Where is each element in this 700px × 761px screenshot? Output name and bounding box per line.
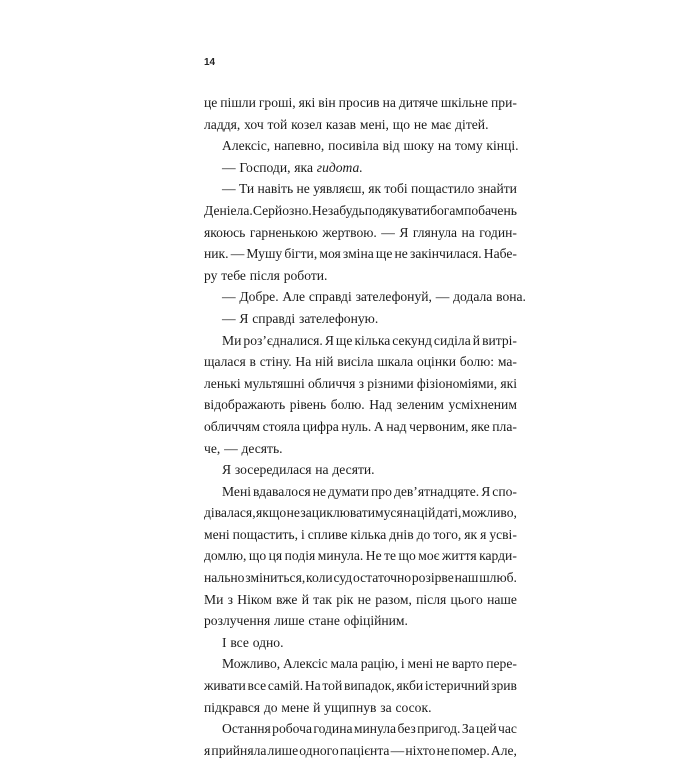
- text-line: відображають рівень болю. Над зеленим усміхненим: [204, 397, 517, 413]
- text-line: Ми роз’єдналися. Я ще кілька секунд сиділа й витрі-: [222, 332, 517, 348]
- text-line: Ми з Ніком вже й так рік не разом, після цього наше: [204, 591, 517, 607]
- text-line: мені пощастить, і спливе кілька днів до того, як я усві-: [204, 526, 517, 542]
- text-line: Можливо, Алексіс мала рацію, і мені не варто пере-: [222, 656, 517, 672]
- text-line: обличчям стояла цифра нуль. А над червоним, яке пла-: [204, 418, 517, 434]
- text-line: нально зміниться, коли суд остаточно розірве наш шлюб.: [204, 570, 517, 586]
- text-line: — Я справді зателефоную.: [222, 310, 379, 326]
- text-line: Алексіс, напевно, посивіла від шоку на тому кінці.: [222, 138, 519, 154]
- text-line: дівалася, якщо не зациклюватимуся на цій даті, можливо,: [204, 505, 517, 521]
- text-line: живати все самій. На той випадок, якби істеричний зрив: [204, 678, 517, 694]
- text-line: — Господи, яка гидота.: [204, 157, 517, 179]
- italic-word: гидота.: [316, 159, 363, 175]
- text-line: Деніела. Серйозно. Не забудь подякувати богам побачень: [204, 202, 517, 218]
- text-line: я прийняла лише одного пацієнта — ніхто не помер. Але,: [204, 742, 517, 758]
- body-text: [204, 92, 526, 761]
- text-line: якоюсь гарненькою жертвою. — Я глянула на годин-: [204, 224, 517, 240]
- text-line: щалася в стіну. На ній висіла шкала оцінки болю: ма-: [204, 354, 517, 370]
- text-line: домлю, що ця подія минула. Не те що моє життя карди-: [204, 548, 517, 564]
- page-number: 14: [204, 57, 216, 68]
- text-line: Остання робоча година минула без пригод. За цей час: [222, 721, 517, 737]
- text-line: І все одно.: [222, 634, 284, 650]
- text-line: Я зосередилася на десяти.: [222, 462, 375, 478]
- text-line: це пішли гроші, які він просив на дитяче шкільне при-: [204, 95, 517, 110]
- text-line: — Добре. Але справді зателефонуй, — додала вона.: [222, 289, 526, 305]
- text-line: ленькі мультяшні обличчя з різними фізіономіями, які: [204, 375, 517, 391]
- text-line: ладдя, хоч той козел казав мені, що не має дітей.: [204, 116, 489, 132]
- text-line: ник. — Мушу бігти, моя зміна ще не закінчилася. Набе-: [204, 246, 517, 262]
- text-line: Мені вдавалося не думати про дев’ятнадцяте. Я спо-: [222, 483, 517, 499]
- text-line: підкрався до мене й ущипнув за сосок.: [204, 699, 432, 715]
- text-line: розлучення лише стане офіційним.: [204, 613, 408, 629]
- text-line: че, — десять.: [204, 440, 283, 456]
- text-line: — Ти навіть не уявляєш, як тобі пощастило знайти: [222, 181, 517, 197]
- text-line: ру тебе після роботи.: [204, 267, 328, 283]
